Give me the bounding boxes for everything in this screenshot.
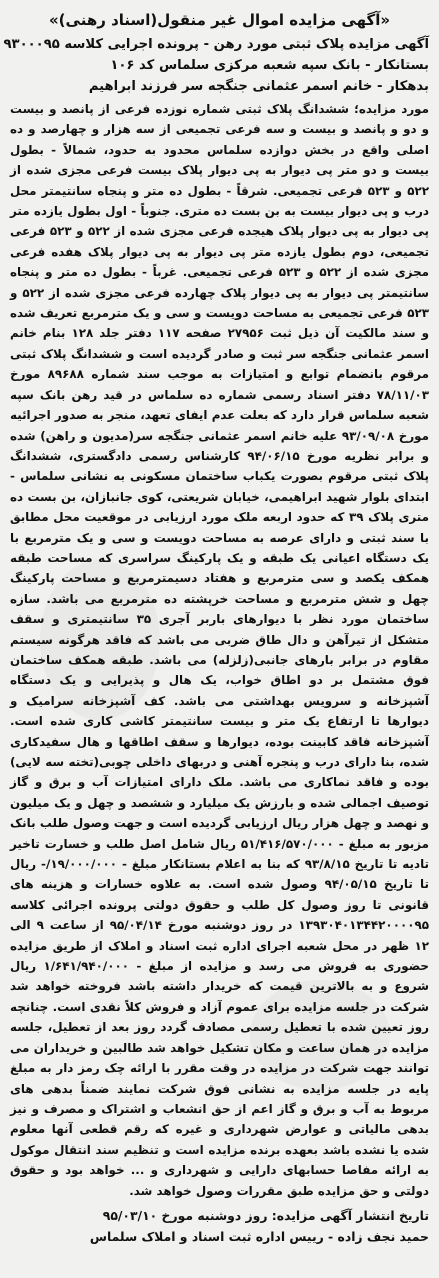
- notice-body: مورد مزایده؛ ششدانگ پلاک ثبتی شماره نوزده فرعی از پانصد و بیست و دو و پانصد و بیست و سه فرعی تجمیعی از سه هزار و چهارصد و ده اصلی واقع در بخش دوازده سلماس محدود به حدود، شمالاً - بطول بیست و دو متر پی دیوار به پی دیوار پلاک بیست فرعی مجزی شده از ۵۲۲ و ۵۲۳ فرعی تجمیعی. شرقاً - بطول ده متر و پنجاه سانتیمتر محل درب و پی دیوار بیست به بن بست ده متری. جنوباً - اول بطول یازده متر پی دیوار به پی دیوار پلاک هیجده فرعی مجزی شده از ۵۲۲ و ۵۲۳ فرعی تجمیعی، دوم بطول یازده متر پی دیوار به پی دیوار پلاک هفده فرعی مجزی شده از ۵۲۲ و ۵۲۳ فرعی تجمیعی. غرباً - بطول ده متر و پنجاه سانتیمتر پی دیوار به پی دیوار پلاک چهارده فرعی مجزی شده از ۵۲۲ و ۵۲۳ فرعی تجمیعی به مساحت دویست و سی و یک مترمربع تعریف شده و سند مالکیت آن ذیل ثبت ۲۷۹۵۶ صفحه ۱۱۷ دفتر جلد ۱۲۸ بنام خانم اسمر عثمانی جنگجه سر ثبت و صادر گردیده است و ششدانگ پلاک ثبتی مرقوم بانضمام توابع و امتیازات به موجب سند شماره ۸۹۶۸۸ مورخ ۷۸/۱۱/۰۳ دفتر اسناد رسمی شماره ده سلماس در قید رهن بانک سپه شعبه سلماس قرار دارد که بعلت عدم ایفای تعهد، منجر به صدور اجرائیه مورخ ۹۳/۰۹/۰۸ علیه خانم اسمر عثمانی جنگجه سر(مدیون و راهن) شده و برابر نظریه مورخ ۹۴/۰۶/۱۵ کارشناس رسمی دادگستری، ششدانگ پلاک ثبتی مرقوم بصورت یکباب ساختمان مسکونی به نشانی سلماس - ابتدای بلوار شهید ابراهیمی، خیابان شریعتی، کوی جانبازان، بن بست ده متری پلاک ۳۹ که حدود اربعه ملک مورد ارزیابی در موقعیت محل مطابق با سند ثبتی و دارای عرصه به مساحت دویست و سی و یک مترمربع با یک دستگاه اعیانی یک طبقه و یک پارکینگ سراسری که مساحت طبقه همکف یکصد و سی مترمربع و هفتاد دسیمترمربع و مساحت پارکینگ چهل و شش مترمربع و مساحت خرپشته ده مترمربع می باشد. سازه ساختمان مورد نظر با دیوارهای باربر آجری ۳۵ سانتیمتری و سقف متشکل از تیرآهن و دال طاق ضربی می باشد که فاقد هرگونه سیستم مقاوم در برابر بارهای جانبی(زلزله) می باشد. طبقه همکف ساختمان فوق مشتمل بر دو اطاق خواب، یک هال و پذیرایی و یک دستگاه آشپزخانه و سرویس بهداشتی می باشد. کف آشپزخانه سرامیک و دیوارها تا ارتفاع یک متر و بیست سانتیمتر کاشی کاری شده است. آشپزخانه فاقد کابینت بوده، دیوارها و سقف اطاقها و هال سفیدکاری شده، بنا دارای درب و پنجره آهنی و دربهای داخلی چوبی(تخته سه لایی) بوده و فاقد نماکاری می باشد. ملک دارای امتیازات آب و برق و گاز توصیف اجمالی شده و بارزش یک میلیارد و ششصد و چهل و یک میلیون و نهصد و چهل هزار ریال ارزیابی گردیده است و جهت وصول طلب بانک مزبور به مبلغ - ۵۱/۴۱۶/۵۷۰/۰۰۰ ریال شامل اصل طلب و خسارت تاخیر تادیه تا تاریخ ۹۳/۸/۱۵ که بنا به اعلام بستانکار مبلغ - ۱۹/۰۰۰/۰۰۰/- ریال تا تاریخ ۹۴/۰۵/۱۵ وصول شده است. به علاوه خسارات و هزینه های قانونی تا روز وصول کل طلب و حقوق دولتی پرونده اجرائی کلاسه ۱۳۹۳۰۴۰۱۳۴۴۲۰۰۰۰۹۵ در روز دوشنبه مورخ ۹۵/۰۴/۱۴ از ساعت ۹ الی ۱۲ ظهر در محل شعبه اجرای اداره ثبت اسناد و املاک از طریق مزایده حضوری به فروش می رسد و مزایده از مبلغ - ۱/۶۴۱/۹۴۰/۰۰۰ ریال شروع و به بالاترین قیمت که خریدار داشته باشد فروخته خواهد شد شرکت در جلسه مزایده برای عموم آزاد و فروش کلاً نقدی است. چنانچه روز تعیین شده با تعطیل رسمی مصادف گردد روز بعد از تعطیل، جلسه مزایده در همان ساعت و مکان تشکیل خواهد شد طالبین و خریداران می توانند جهت شرکت در مزایده در وقت مقرر با ارائه چک رمز دار به مبلغ پایه در جلسه مزایده به نشانی فوق شرکت نمایند ضمناً بدهی های مربوط به آب و برق و گاز اعم از حق انشعاب و اشتراک و مصرف و نیز بدهی مالیاتی و عوارض شهرداری و غیره که رقم قطعی آنها معلوم شده یا نشده باشد بعهده برنده مزایده است و تنظیم سند انتقال موکول به ارائه مفاصا حسابهای دارایی و شهرداری و ... خواهد بود و حقوق دولتی و حق مزایده طبق مقررات وصول خواهد شد.: [10, 102, 430, 1198]
- notice-title: «آگهی مزایده اموال غیر منقول(اسناد رهنی)»: [48, 11, 391, 29]
- case-number-line: آگهی مزایده پلاک ثبتی مورد رهن - پرونده اجرایی کلاسه ۹۳۰۰۰۹۵: [3, 37, 429, 52]
- auction-notice: [3, 8, 430, 1247]
- publish-date: تاریخ انتشار آگهی مزایده: روز دوشنبه مورخ ۹۵/۰۳/۱۰: [102, 1207, 429, 1223]
- notice-footer: [10, 1205, 429, 1247]
- creditor-line: بستانکار - بانک سپه شعبه مرکزی سلماس کد ۱۰۶: [110, 58, 429, 73]
- signature-line: حمید نجف زاده - رییس اداره ثبت اسناد و املاک سلماس: [89, 1228, 429, 1244]
- debtor-line: بدهکار - خانم اسمر عثمانی جنگجه سر فرزند ابراهیم: [88, 79, 429, 94]
